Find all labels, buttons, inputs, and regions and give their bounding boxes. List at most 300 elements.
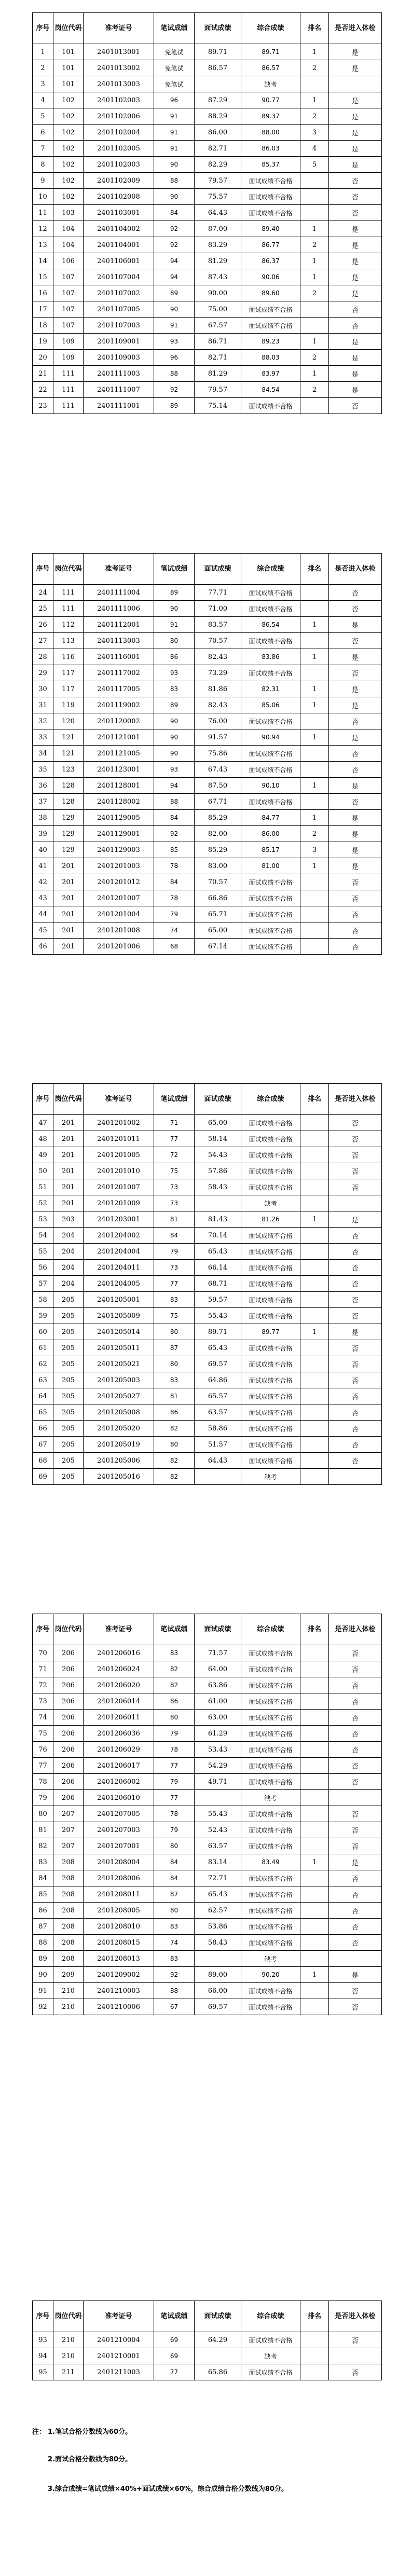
ticket-no-cell: 2401208013 bbox=[84, 1951, 154, 1967]
interview-score-cell bbox=[195, 2348, 241, 2364]
written-score-cell: 83 bbox=[154, 1292, 195, 1308]
composite-score-cell: 86.03 bbox=[241, 141, 300, 157]
ticket-no-cell: 2401207003 bbox=[84, 1822, 154, 1838]
composite-score-cell: 86.37 bbox=[241, 253, 300, 269]
written-score-cell: 91 bbox=[154, 141, 195, 157]
post-code-cell: 205 bbox=[53, 1437, 84, 1453]
post-code-cell: 106 bbox=[53, 253, 84, 269]
table-row bbox=[33, 1710, 382, 1726]
seq-cell: 21 bbox=[33, 366, 53, 382]
post-code-cell: 208 bbox=[53, 1870, 84, 1886]
written-score-cell: 74 bbox=[154, 1935, 195, 1951]
physical-exam-cell: 是 bbox=[329, 269, 382, 285]
seq-cell: 70 bbox=[33, 1645, 53, 1661]
post-code-cell: 102 bbox=[53, 108, 84, 125]
table-row bbox=[33, 92, 382, 108]
interview-score-cell: 89.00 bbox=[195, 1967, 241, 1983]
rank-cell: 1 bbox=[300, 1854, 329, 1870]
physical-exam-cell: 是 bbox=[329, 253, 382, 269]
composite-score-cell: 90.77 bbox=[241, 92, 300, 108]
ticket-no-cell: 2401107003 bbox=[84, 318, 154, 334]
post-code-cell: 205 bbox=[53, 1453, 84, 1469]
post-code-cell: 201 bbox=[53, 1195, 84, 1211]
table-row bbox=[33, 1115, 382, 1131]
written-score-header: 笔试成绩 bbox=[154, 1614, 195, 1645]
composite-score-cell: 面试成绩不合格 bbox=[241, 794, 300, 810]
seq-cell: 39 bbox=[33, 826, 53, 842]
ticket-no-cell: 2401104001 bbox=[84, 237, 154, 253]
note-line-2: 2.面试合格分数线为80分。 bbox=[48, 2456, 132, 2463]
post-code-cell: 206 bbox=[53, 1790, 84, 1806]
physical-exam-cell: 否 bbox=[329, 1983, 382, 1999]
interview-score-cell: 67.57 bbox=[195, 318, 241, 334]
seq-cell: 62 bbox=[33, 1356, 53, 1372]
written-score-cell: 80 bbox=[154, 1838, 195, 1854]
table-row bbox=[33, 1645, 382, 1661]
table-row bbox=[33, 189, 382, 205]
physical-exam-cell: 否 bbox=[329, 601, 382, 617]
table-row bbox=[33, 1790, 382, 1806]
seq-header: 序号 bbox=[33, 13, 53, 44]
post-code-cell: 101 bbox=[53, 60, 84, 76]
seq-cell: 10 bbox=[33, 189, 53, 205]
rank-cell: 4 bbox=[300, 141, 329, 157]
physical-exam-cell: 否 bbox=[329, 1774, 382, 1790]
ticket-no-cell: 2401112001 bbox=[84, 617, 154, 633]
ticket-no-cell: 2401111007 bbox=[84, 382, 154, 398]
table-row bbox=[33, 1886, 382, 1903]
interview-score-cell: 79.57 bbox=[195, 173, 241, 189]
composite-score-cell: 面试成绩不合格 bbox=[241, 1372, 300, 1388]
composite-score-cell: 面试成绩不合格 bbox=[241, 1388, 300, 1404]
post-code-cell: 117 bbox=[53, 665, 84, 681]
physical-exam-cell bbox=[329, 1790, 382, 1806]
rank-header: 排名 bbox=[300, 2301, 329, 2332]
rank-cell bbox=[300, 1469, 329, 1485]
composite-score-cell: 85.06 bbox=[241, 697, 300, 713]
interview-score-cell: 65.43 bbox=[195, 1244, 241, 1260]
seq-cell: 24 bbox=[33, 585, 53, 601]
table-row bbox=[33, 633, 382, 649]
post-code-cell: 204 bbox=[53, 1244, 84, 1260]
interview-score-cell: 83.29 bbox=[195, 237, 241, 253]
interview-score-cell: 49.71 bbox=[195, 1774, 241, 1790]
interview-score-cell: 87.00 bbox=[195, 221, 241, 237]
post-code-cell: 116 bbox=[53, 649, 84, 665]
physical-exam-cell: 是 bbox=[329, 60, 382, 76]
table-row bbox=[33, 1308, 382, 1324]
table-row bbox=[33, 285, 382, 301]
written-score-cell: 93 bbox=[154, 762, 195, 778]
composite-score-cell: 81.26 bbox=[241, 1211, 300, 1228]
composite-score-cell: 面试成绩不合格 bbox=[241, 1919, 300, 1935]
table-row bbox=[33, 1903, 382, 1919]
ticket-no-cell: 2401206002 bbox=[84, 1774, 154, 1790]
interview-score-cell: 64.43 bbox=[195, 205, 241, 221]
rank-cell bbox=[300, 1195, 329, 1211]
interview-score-cell: 70.57 bbox=[195, 633, 241, 649]
rank-cell: 1 bbox=[300, 778, 329, 794]
rank-cell bbox=[300, 1404, 329, 1421]
seq-cell: 72 bbox=[33, 1677, 53, 1693]
table-row bbox=[33, 890, 382, 906]
physical-exam-cell: 否 bbox=[329, 1131, 382, 1147]
written-score-cell: 84 bbox=[154, 1228, 195, 1244]
physical-exam-cell: 是 bbox=[329, 141, 382, 157]
physical-exam-cell: 否 bbox=[329, 1870, 382, 1886]
table-row bbox=[33, 350, 382, 366]
physical-exam-cell: 否 bbox=[329, 1388, 382, 1404]
rank-cell: 1 bbox=[300, 858, 329, 874]
composite-score-cell: 面试成绩不合格 bbox=[241, 1163, 300, 1179]
notes-label: 注： bbox=[32, 2428, 46, 2436]
table-row bbox=[33, 697, 382, 713]
table-row bbox=[33, 842, 382, 858]
table-row bbox=[33, 221, 382, 237]
written-score-cell: 79 bbox=[154, 906, 195, 922]
seq-cell: 68 bbox=[33, 1453, 53, 1469]
table-row bbox=[33, 76, 382, 92]
rank-cell bbox=[300, 1661, 329, 1677]
seq-cell: 38 bbox=[33, 810, 53, 826]
post-code-cell: 201 bbox=[53, 874, 84, 890]
interview-score-cell: 64.86 bbox=[195, 1372, 241, 1388]
table-row bbox=[33, 1774, 382, 1790]
composite-score-cell: 面试成绩不合格 bbox=[241, 1244, 300, 1260]
written-score-header: 笔试成绩 bbox=[154, 13, 195, 44]
composite-score-cell: 89.77 bbox=[241, 1324, 300, 1340]
written-score-cell: 77 bbox=[154, 1758, 195, 1774]
post-code-cell: 123 bbox=[53, 762, 84, 778]
rank-cell: 1 bbox=[300, 253, 329, 269]
post-code-cell: 120 bbox=[53, 713, 84, 729]
post-code-cell: 205 bbox=[53, 1324, 84, 1340]
written-score-cell: 75 bbox=[154, 1163, 195, 1179]
rank-cell bbox=[300, 890, 329, 906]
post-code-cell: 205 bbox=[53, 1308, 84, 1324]
composite-score-header: 综合成绩 bbox=[241, 2301, 300, 2332]
written-score-cell: 77 bbox=[154, 1276, 195, 1292]
seq-cell: 29 bbox=[33, 665, 53, 681]
written-score-cell: 86 bbox=[154, 1693, 195, 1710]
composite-score-cell: 90.10 bbox=[241, 778, 300, 794]
physical-exam-cell: 否 bbox=[329, 762, 382, 778]
composite-score-cell: 85.17 bbox=[241, 842, 300, 858]
interview-score-cell: 53.86 bbox=[195, 1919, 241, 1935]
ticket-no-cell: 2401210006 bbox=[84, 1999, 154, 2015]
rank-cell bbox=[300, 1951, 329, 1967]
composite-score-cell: 86.57 bbox=[241, 60, 300, 76]
rank-cell bbox=[300, 1677, 329, 1693]
seq-cell: 28 bbox=[33, 649, 53, 665]
written-score-cell: 73 bbox=[154, 1179, 195, 1195]
interview-score-cell: 69.57 bbox=[195, 1999, 241, 2015]
physical-exam-cell: 否 bbox=[329, 633, 382, 649]
physical-exam-cell: 否 bbox=[329, 665, 382, 681]
physical-exam-cell: 是 bbox=[329, 649, 382, 665]
seq-cell: 60 bbox=[33, 1324, 53, 1340]
table-header-row bbox=[33, 1084, 382, 1115]
ticket-no-cell: 2401210001 bbox=[84, 2348, 154, 2364]
interview-score-header: 面试成绩 bbox=[195, 1614, 241, 1645]
written-score-cell: 77 bbox=[154, 2364, 195, 2380]
interview-score-cell: 83.14 bbox=[195, 1854, 241, 1870]
written-score-cell: 82 bbox=[154, 1661, 195, 1677]
table-row bbox=[33, 649, 382, 665]
seq-cell: 80 bbox=[33, 1806, 53, 1822]
ticket-no-cell: 2401206010 bbox=[84, 1790, 154, 1806]
post-code-cell: 206 bbox=[53, 1742, 84, 1758]
rank-cell bbox=[300, 1870, 329, 1886]
seq-cell: 22 bbox=[33, 382, 53, 398]
post-code-cell: 102 bbox=[53, 92, 84, 108]
interview-score-cell: 67.14 bbox=[195, 939, 241, 955]
interview-score-cell: 87.50 bbox=[195, 778, 241, 794]
written-score-cell: 77 bbox=[154, 1790, 195, 1806]
rank-cell bbox=[300, 1710, 329, 1726]
composite-score-cell: 面试成绩不合格 bbox=[241, 1356, 300, 1372]
composite-score-cell: 面试成绩不合格 bbox=[241, 1292, 300, 1308]
composite-score-cell: 面试成绩不合格 bbox=[241, 906, 300, 922]
table-row bbox=[33, 922, 382, 939]
post-code-cell: 208 bbox=[53, 1935, 84, 1951]
ticket-no-cell: 2401201007 bbox=[84, 1179, 154, 1195]
rank-cell bbox=[300, 1228, 329, 1244]
composite-score-cell: 面试成绩不合格 bbox=[241, 1693, 300, 1710]
seq-cell: 86 bbox=[33, 1903, 53, 1919]
ticket-no-cell: 2401206020 bbox=[84, 1677, 154, 1693]
table-row bbox=[33, 1951, 382, 1967]
results-table bbox=[32, 1083, 382, 1485]
post-code-header: 岗位代码 bbox=[53, 1614, 84, 1645]
table-row bbox=[33, 713, 382, 729]
rank-cell bbox=[300, 1790, 329, 1806]
post-code-cell: 205 bbox=[53, 1388, 84, 1404]
written-score-cell: 74 bbox=[154, 922, 195, 939]
written-score-cell: 94 bbox=[154, 778, 195, 794]
post-code-cell: 112 bbox=[53, 617, 84, 633]
post-code-cell: 101 bbox=[53, 76, 84, 92]
physical-exam-cell: 是 bbox=[329, 382, 382, 398]
post-code-cell: 201 bbox=[53, 906, 84, 922]
rank-cell: 1 bbox=[300, 810, 329, 826]
interview-score-cell: 87.29 bbox=[195, 92, 241, 108]
post-code-cell: 111 bbox=[53, 382, 84, 398]
seq-cell: 23 bbox=[33, 398, 53, 414]
seq-cell: 49 bbox=[33, 1147, 53, 1163]
composite-score-cell: 84.77 bbox=[241, 810, 300, 826]
ticket-no-cell: 2401109003 bbox=[84, 350, 154, 366]
table-row bbox=[33, 1163, 382, 1179]
composite-score-cell: 缺考 bbox=[241, 1790, 300, 1806]
table-row bbox=[33, 1421, 382, 1437]
post-code-cell: 205 bbox=[53, 1469, 84, 1485]
ticket-no-cell: 2401206029 bbox=[84, 1742, 154, 1758]
interview-score-cell: 67.71 bbox=[195, 794, 241, 810]
ticket-no-cell: 2401117002 bbox=[84, 665, 154, 681]
composite-score-cell: 面试成绩不合格 bbox=[241, 1661, 300, 1677]
ticket-no-cell: 2401201012 bbox=[84, 874, 154, 890]
ticket-no-cell: 2401111001 bbox=[84, 398, 154, 414]
interview-score-cell: 71.00 bbox=[195, 601, 241, 617]
table-row bbox=[33, 1854, 382, 1870]
seq-cell: 53 bbox=[33, 1211, 53, 1228]
ticket-no-cell: 2401201002 bbox=[84, 1115, 154, 1131]
written-score-cell: 93 bbox=[154, 665, 195, 681]
post-code-cell: 102 bbox=[53, 157, 84, 173]
seq-cell: 43 bbox=[33, 890, 53, 906]
rank-cell bbox=[300, 205, 329, 221]
interview-score-cell: 86.00 bbox=[195, 125, 241, 141]
composite-score-cell: 面试成绩不合格 bbox=[241, 585, 300, 601]
rank-header: 排名 bbox=[300, 13, 329, 44]
written-score-cell: 92 bbox=[154, 826, 195, 842]
ticket-no-header: 准考证号 bbox=[84, 2301, 154, 2332]
table-row bbox=[33, 398, 382, 414]
ticket-no-cell: 2401209002 bbox=[84, 1967, 154, 1983]
physical-exam-cell: 否 bbox=[329, 1308, 382, 1324]
post-code-cell: 107 bbox=[53, 269, 84, 285]
seq-cell: 20 bbox=[33, 350, 53, 366]
interview-score-cell: 68.71 bbox=[195, 1276, 241, 1292]
rank-cell: 2 bbox=[300, 285, 329, 301]
rank-cell bbox=[300, 762, 329, 778]
post-code-cell: 210 bbox=[53, 1999, 84, 2015]
table-row bbox=[33, 1131, 382, 1147]
interview-score-cell: 85.29 bbox=[195, 810, 241, 826]
written-score-cell: 80 bbox=[154, 1903, 195, 1919]
rank-cell: 5 bbox=[300, 157, 329, 173]
written-score-cell: 73 bbox=[154, 1260, 195, 1276]
written-score-cell: 87 bbox=[154, 1340, 195, 1356]
ticket-no-cell: 2401104002 bbox=[84, 221, 154, 237]
table-row bbox=[33, 858, 382, 874]
interview-score-cell: 64.29 bbox=[195, 2332, 241, 2348]
interview-score-cell: 81.29 bbox=[195, 253, 241, 269]
table-row bbox=[33, 2364, 382, 2380]
table-row bbox=[33, 1967, 382, 1983]
physical-exam-cell: 否 bbox=[329, 189, 382, 205]
written-score-cell: 78 bbox=[154, 858, 195, 874]
ticket-no-header: 准考证号 bbox=[84, 13, 154, 44]
table-row bbox=[33, 157, 382, 173]
composite-score-cell: 面试成绩不合格 bbox=[241, 1999, 300, 2015]
composite-score-cell: 83.97 bbox=[241, 366, 300, 382]
seq-cell: 31 bbox=[33, 697, 53, 713]
interview-score-cell: 53.43 bbox=[195, 1742, 241, 1758]
ticket-no-cell: 2401106001 bbox=[84, 253, 154, 269]
written-score-cell: 80 bbox=[154, 1437, 195, 1453]
post-code-cell: 121 bbox=[53, 746, 84, 762]
seq-header: 序号 bbox=[33, 554, 53, 585]
rank-cell bbox=[300, 1260, 329, 1276]
rank-cell bbox=[300, 713, 329, 729]
post-code-cell: 119 bbox=[53, 697, 84, 713]
table-row bbox=[33, 1999, 382, 2015]
physical-exam-header: 是否进入体检 bbox=[329, 2301, 382, 2332]
written-score-cell: 94 bbox=[154, 269, 195, 285]
seq-cell: 52 bbox=[33, 1195, 53, 1211]
written-score-cell: 79 bbox=[154, 1822, 195, 1838]
post-code-cell: 203 bbox=[53, 1211, 84, 1228]
post-code-cell: 208 bbox=[53, 1903, 84, 1919]
rank-cell: 1 bbox=[300, 44, 329, 60]
rank-cell: 1 bbox=[300, 1967, 329, 1983]
interview-score-cell: 70.14 bbox=[195, 1228, 241, 1244]
interview-score-cell: 89.71 bbox=[195, 44, 241, 60]
rank-cell: 3 bbox=[300, 842, 329, 858]
composite-score-cell: 面试成绩不合格 bbox=[241, 1437, 300, 1453]
written-score-cell: 93 bbox=[154, 334, 195, 350]
post-code-cell: 204 bbox=[53, 1228, 84, 1244]
rank-cell bbox=[300, 318, 329, 334]
post-code-cell: 206 bbox=[53, 1710, 84, 1726]
ticket-no-cell: 2401119002 bbox=[84, 697, 154, 713]
written-score-cell: 90 bbox=[154, 601, 195, 617]
physical-exam-cell: 否 bbox=[329, 2364, 382, 2380]
post-code-cell: 207 bbox=[53, 1822, 84, 1838]
post-code-cell: 211 bbox=[53, 2364, 84, 2380]
post-code-cell: 111 bbox=[53, 398, 84, 414]
rank-cell bbox=[300, 1693, 329, 1710]
written-score-cell: 67 bbox=[154, 1999, 195, 2015]
ticket-no-cell: 2401102004 bbox=[84, 125, 154, 141]
rank-cell bbox=[300, 1886, 329, 1903]
composite-score-cell: 面试成绩不合格 bbox=[241, 1276, 300, 1292]
table-row bbox=[33, 778, 382, 794]
composite-score-cell: 缺考 bbox=[241, 1469, 300, 1485]
seq-cell: 69 bbox=[33, 1469, 53, 1485]
post-code-cell: 210 bbox=[53, 2348, 84, 2364]
composite-score-cell: 面试成绩不合格 bbox=[241, 874, 300, 890]
composite-score-cell: 面试成绩不合格 bbox=[241, 1404, 300, 1421]
post-code-cell: 207 bbox=[53, 1806, 84, 1822]
ticket-no-cell: 2401120002 bbox=[84, 713, 154, 729]
physical-exam-cell: 否 bbox=[329, 1822, 382, 1838]
post-code-cell: 201 bbox=[53, 858, 84, 874]
physical-exam-cell: 否 bbox=[329, 1372, 382, 1388]
results-page-4 bbox=[32, 1614, 381, 2015]
seq-cell: 85 bbox=[33, 1886, 53, 1903]
interview-score-cell: 83.57 bbox=[195, 617, 241, 633]
ticket-no-cell: 2401102005 bbox=[84, 141, 154, 157]
seq-header: 序号 bbox=[33, 1084, 53, 1115]
composite-score-header: 综合成绩 bbox=[241, 554, 300, 585]
post-code-cell: 210 bbox=[53, 2332, 84, 2348]
physical-exam-cell: 否 bbox=[329, 398, 382, 414]
physical-exam-header: 是否进入体检 bbox=[329, 1614, 382, 1645]
ticket-no-cell: 2401205020 bbox=[84, 1421, 154, 1437]
interview-score-cell: 79.57 bbox=[195, 382, 241, 398]
table-row bbox=[33, 1195, 382, 1211]
written-score-cell: 82 bbox=[154, 1421, 195, 1437]
physical-exam-cell: 否 bbox=[329, 205, 382, 221]
physical-exam-cell: 否 bbox=[329, 1903, 382, 1919]
interview-score-cell: 82.29 bbox=[195, 157, 241, 173]
table-row bbox=[33, 601, 382, 617]
table-row bbox=[33, 1356, 382, 1372]
written-score-cell: 85 bbox=[154, 842, 195, 858]
written-score-cell: 92 bbox=[154, 237, 195, 253]
seq-cell: 67 bbox=[33, 1437, 53, 1453]
rank-cell bbox=[300, 2364, 329, 2380]
ticket-no-cell: 2401102006 bbox=[84, 108, 154, 125]
ticket-no-cell: 2401205011 bbox=[84, 1340, 154, 1356]
ticket-no-cell: 2401206017 bbox=[84, 1758, 154, 1774]
interview-score-cell: 65.43 bbox=[195, 1886, 241, 1903]
physical-exam-cell: 否 bbox=[329, 1919, 382, 1935]
table-row bbox=[33, 2332, 382, 2348]
